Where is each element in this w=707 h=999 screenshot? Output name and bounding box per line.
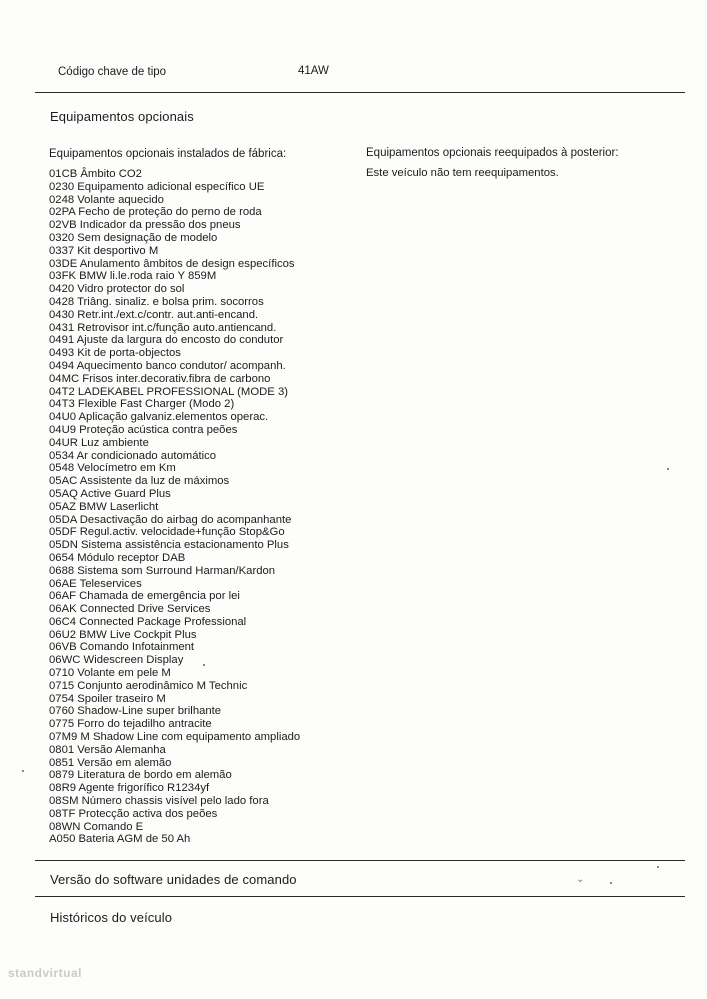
equipment-list-item: 0230 Equipamento adicional específico UE [49, 180, 265, 193]
equipment-list-item: 04T3 Flexible Fast Charger (Modo 2) [49, 398, 235, 411]
equipment-list-item: 0337 Kit desportivo M [49, 244, 159, 257]
scan-mark-icon: ⌄ [576, 874, 585, 885]
divider [35, 860, 685, 861]
divider [35, 92, 685, 93]
equipment-list-item: 02PA Fecho de proteção do perno de roda [49, 206, 262, 219]
equipment-list-item: 0534 Ar condicionado automático [49, 449, 217, 462]
equipment-list-item: 0688 Sistema som Surround Harman/Kardon [49, 564, 276, 577]
equipment-list-item: 04UR Luz ambiente [49, 436, 149, 449]
equipment-list-item: 07M9 M Shadow Line com equipamento ampliado [49, 731, 301, 744]
equipment-list-item: 0494 Aquecimento banco condutor/ acompanh. [49, 359, 286, 372]
equipment-list-item: 06AK Connected Drive Services [49, 603, 211, 616]
equipment-list-item: 0715 Conjunto aerodinâmico M Technic [49, 679, 248, 692]
equipment-list-item: 05AZ BMW Laserlicht [49, 500, 159, 513]
equipment-list-item: 06WC Widescreen Display [49, 654, 184, 667]
factory-equipment-heading: Equipamentos opcionais instalados de fábrica: [49, 148, 287, 160]
factory-equipment-list [49, 168, 300, 846]
equipment-list-item: 08TF Protecção activa dos peões [49, 807, 218, 820]
equipment-list-item: 05DF Regul.activ. velocidade+função Stop&Go [49, 526, 285, 539]
scan-speck [22, 770, 24, 772]
equipment-list-item: 0760 Shadow-Line super brilhante [49, 705, 222, 718]
equipment-list-item: 0754 Spoiler traseiro M [49, 692, 166, 705]
equipment-list-item: 04T2 LADEKABEL PROFESSIONAL (MODE 3) [49, 385, 288, 398]
equipment-list-item: 08R9 Agente frigorífico R1234yf [49, 782, 210, 795]
equipment-list-item: 06VB Comando Infotainment [49, 641, 195, 654]
equipment-list-item: 06U2 BMW Live Cockpit Plus [49, 628, 197, 641]
equipment-list-item: 04U9 Proteção acústica contra peões [49, 423, 238, 436]
equipment-list-item: 06AE Teleservices [49, 577, 142, 590]
equipment-list-item: 03FK BMW li.le.roda raio Y 859M [49, 270, 217, 283]
equipment-list-item: 0654 Módulo receptor DAB [49, 551, 186, 564]
equipment-list-item: 0879 Literatura de bordo em alemão [49, 769, 232, 782]
vehicle-history-title: Históricos do veículo [50, 910, 173, 925]
equipment-list-item: 0428 Triâng. sinaliz. e bolsa prim. socorros [49, 295, 264, 308]
equipment-list-item: 0430 Retr.int./ext.c/contr. aut.anti-encand. [49, 308, 259, 321]
equipment-list-item: A050 Bateria AGM de 50 Ah [49, 833, 191, 846]
equipment-list-item: 05DA Desactivação do airbag do acompanhante [49, 513, 292, 526]
equipment-list-item: 0491 Ajuste da largura do encosto do condutor [49, 334, 284, 347]
equipment-list-item: 0775 Forro do tejadilho antracite [49, 718, 212, 731]
equipment-list-item: 0320 Sem designação de modelo [49, 231, 218, 244]
equipment-list-item: 06AF Chamada de emergência por lei [49, 590, 240, 603]
scan-speck [667, 468, 669, 470]
scan-speck [657, 866, 659, 868]
equipment-list-item: 02VB Indicador da pressão dos pneus [49, 219, 241, 232]
retrofit-note: Este veículo não tem reequipamentos. [366, 167, 559, 179]
retrofit-equipment-heading: Equipamentos opcionais reequipados à posterior: [366, 147, 619, 159]
scan-speck [203, 664, 205, 666]
equipment-list-item: 05DN Sistema assistência estacionamento Plus [49, 539, 289, 552]
divider [35, 896, 685, 897]
equipment-list-item: 0420 Vidro protector do sol [49, 283, 185, 296]
equipment-list-item: 05AQ Active Guard Plus [49, 487, 171, 500]
equipment-list-item: 0710 Volante em pele M [49, 667, 171, 680]
equipment-list-item: 0493 Kit de porta-objectos [49, 347, 181, 360]
equipment-list-item: 08SM Número chassis visível pelo lado fora [49, 795, 269, 808]
equipment-list-item: 0548 Velocímetro em Km [49, 462, 176, 475]
equipment-list-item: 05AC Assistente da luz de máximos [49, 475, 230, 488]
type-key-value: 41AW [298, 65, 329, 77]
scan-speck [610, 882, 612, 884]
watermark-logo: standvirtual [8, 966, 83, 980]
equipment-list-item: 03DE Anulamento âmbitos de design específicos [49, 257, 295, 270]
optional-equipment-title: Equipamentos opcionais [50, 109, 194, 124]
equipment-list-item: 04U0 Aplicação galvaniz.elementos operac. [49, 411, 269, 424]
equipment-list-item: 06C4 Connected Package Professional [49, 615, 247, 628]
equipment-list-item: 04MC Frisos inter.decorativ.fibra de carbono [49, 372, 271, 385]
equipment-list-item: 0431 Retrovisor int.c/função auto.antiencand. [49, 321, 277, 334]
software-versions-title: Versão do software unidades de comando [50, 872, 297, 887]
equipment-list-item: 01CB Âmbito CO2 [49, 168, 142, 180]
equipment-list-item: 0801 Versão Alemanha [49, 743, 166, 756]
equipment-list-item: 0248 Volante aquecido [49, 193, 164, 206]
equipment-list-item: 08WN Comando E [49, 820, 144, 833]
type-key-label: Código chave de tipo [58, 66, 167, 78]
equipment-list-item: 0851 Versão em alemão [49, 756, 172, 769]
